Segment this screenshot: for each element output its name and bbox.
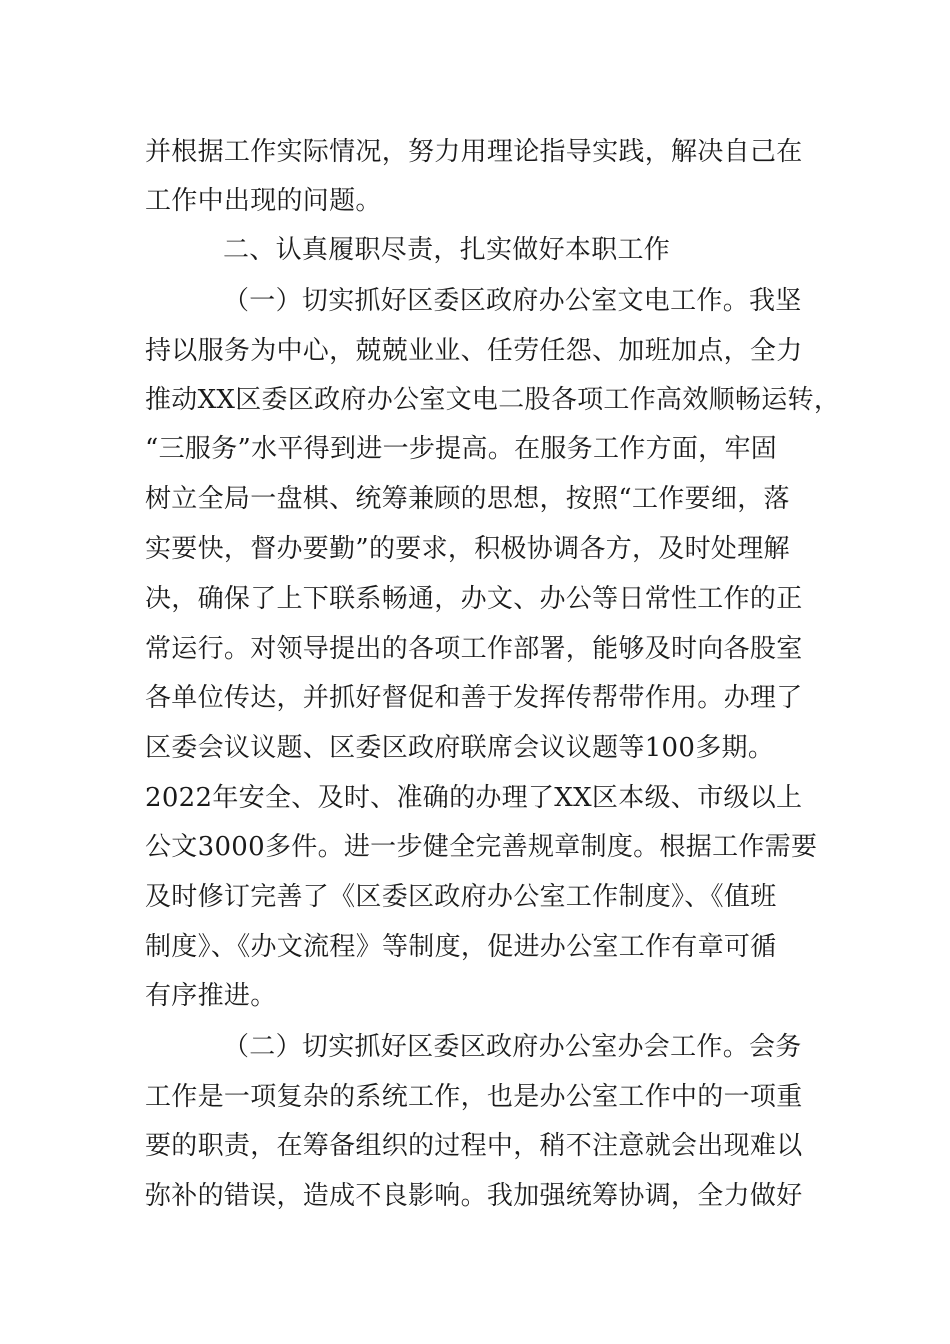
text-line: 实要快，督办要勤”的要求，积极协调各方，及时处理解: [145, 534, 790, 564]
text-line: 常运行。对领导提出的各项工作部署，能够及时向各股室: [145, 634, 803, 664]
section-heading: 二、认真履职尽责，扎实做好本职工作: [223, 235, 671, 265]
text-line: “三服务”水平得到进一步提高。在服务工作方面，牢固: [145, 434, 778, 464]
text-line: 各单位传达，并抓好督促和善于发挥传帮带作用。办理了: [145, 683, 803, 713]
text-line: 持以服务为中心，兢兢业业、任劳任怨、加班加点，全力: [145, 336, 803, 366]
text-line: 树立全局一盘棋、统筹兼顾的思想，按照“工作要细，落: [145, 484, 790, 514]
text-line: 决，确保了上下联系畅通，办文、办公等日常性工作的正: [145, 584, 803, 614]
subsection-heading: （二）切实抓好区委区政府办公室办会工作。会务: [223, 1032, 802, 1062]
text-line: 推动XX区委区政府办公室文电二股各项工作高效顺畅运转，: [145, 385, 841, 415]
text-line: 及时修订完善了《区委区政府办公室工作制度》、《值班: [145, 882, 777, 912]
text-line: 工作中出现的问题。: [145, 186, 382, 216]
subsection-heading: （一）切实抓好区委区政府办公室文电工作。我坚: [223, 286, 802, 316]
text-line: 并根据工作实际情况，努力用理论指导实践，解决自己在: [145, 137, 803, 167]
text-line: 制度》、《办文流程》等制度，促进办公室工作有章可循: [145, 932, 777, 962]
text-line: 2022年安全、及时、准确的办理了XX区本级、市级以上: [145, 783, 803, 813]
text-line: 有序推进。: [145, 981, 277, 1011]
text-line: 弥补的错误，造成不良影响。我加强统筹协调，全力做好: [145, 1181, 803, 1211]
text-line: 要的职责，在筹备组织的过程中，稍不注意就会出现难以: [145, 1131, 803, 1161]
text-line: 公文3000多件。进一步健全完善规章制度。根据工作需要: [145, 832, 818, 862]
text-line: 工作是一项复杂的系统工作，也是办公室工作中的一项重: [145, 1082, 803, 1112]
text-line: 区委会议议题、区委区政府联席会议议题等100多期。: [145, 733, 775, 763]
